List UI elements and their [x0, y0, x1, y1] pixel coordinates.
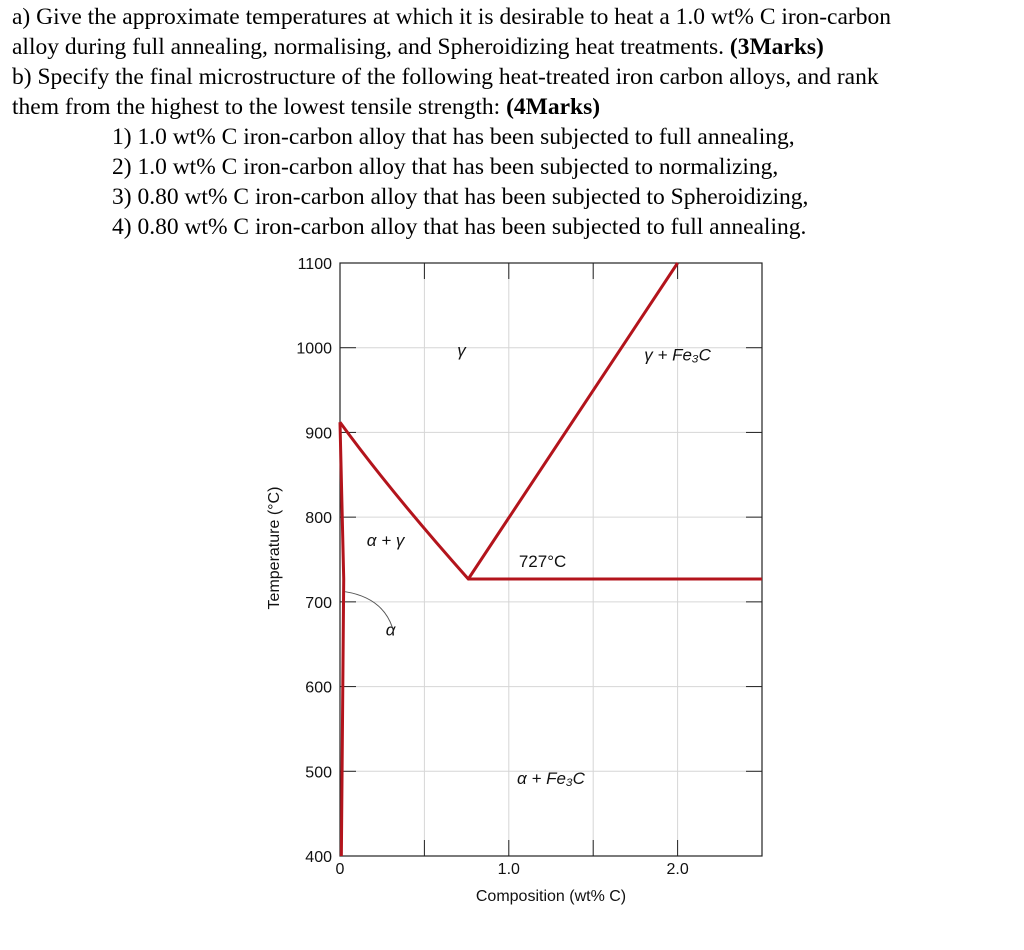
alloy-item-1: 1) 1.0 wt% C iron-carbon alloy that has been subjected to full annealing, [112, 124, 795, 150]
part-b-marks: (4Marks) [506, 94, 601, 120]
region-label: α + γ [366, 530, 405, 550]
x-tick-label: 2.0 [666, 861, 689, 878]
region-label: α + Fe₃C [517, 768, 585, 788]
region-label: γ [457, 341, 466, 361]
region-label: γ + Fe₃C [644, 345, 711, 365]
region-label: α [385, 620, 396, 640]
alloy-item-4: 4) 0.80 wt% C iron-carbon alloy that has been subjected to full annealing. [112, 214, 807, 240]
x-axis-label: Composition (wt% C) [475, 888, 627, 905]
y-tick-label: 600 [305, 679, 332, 697]
x-tick-label: 1.0 [497, 861, 520, 878]
part-a-line-1: a) Give the approximate temperatures at which it is desirable to heat a 1.0 wt% C iron-carbon [12, 4, 891, 30]
alloy-item-2: 2) 1.0 wt% C iron-carbon alloy that has been subjected to normalizing, [112, 154, 779, 180]
part-b-text: them from the highest to the lowest tensile strength: [12, 94, 501, 120]
y-tick-label: 400 [305, 849, 332, 866]
y-tick-label: 700 [305, 594, 332, 612]
alloy-item-3: 3) 0.80 wt% C iron-carbon alloy that has been subjected to Spheroidizing, [112, 184, 809, 210]
part-a-marks: (3Marks) [729, 34, 824, 60]
region-label: 727°C [518, 552, 567, 572]
y-tick-label: 1000 [296, 340, 332, 358]
x-tick-label: 0 [335, 861, 345, 878]
y-tick-label: 500 [305, 764, 332, 782]
y-axis-label: Temperature (°C) [266, 486, 283, 610]
y-tick-label: 1100 [297, 256, 332, 273]
part-a-text: alloy during full annealing, normalising, and Spheroidizing heat treatments. [12, 34, 725, 60]
part-b-line-1: b) Specify the final microstructure of the following heat-treated iron carbon alloys, and rank [12, 64, 879, 90]
y-tick-label: 900 [305, 425, 332, 443]
y-tick-label: 800 [305, 510, 332, 528]
